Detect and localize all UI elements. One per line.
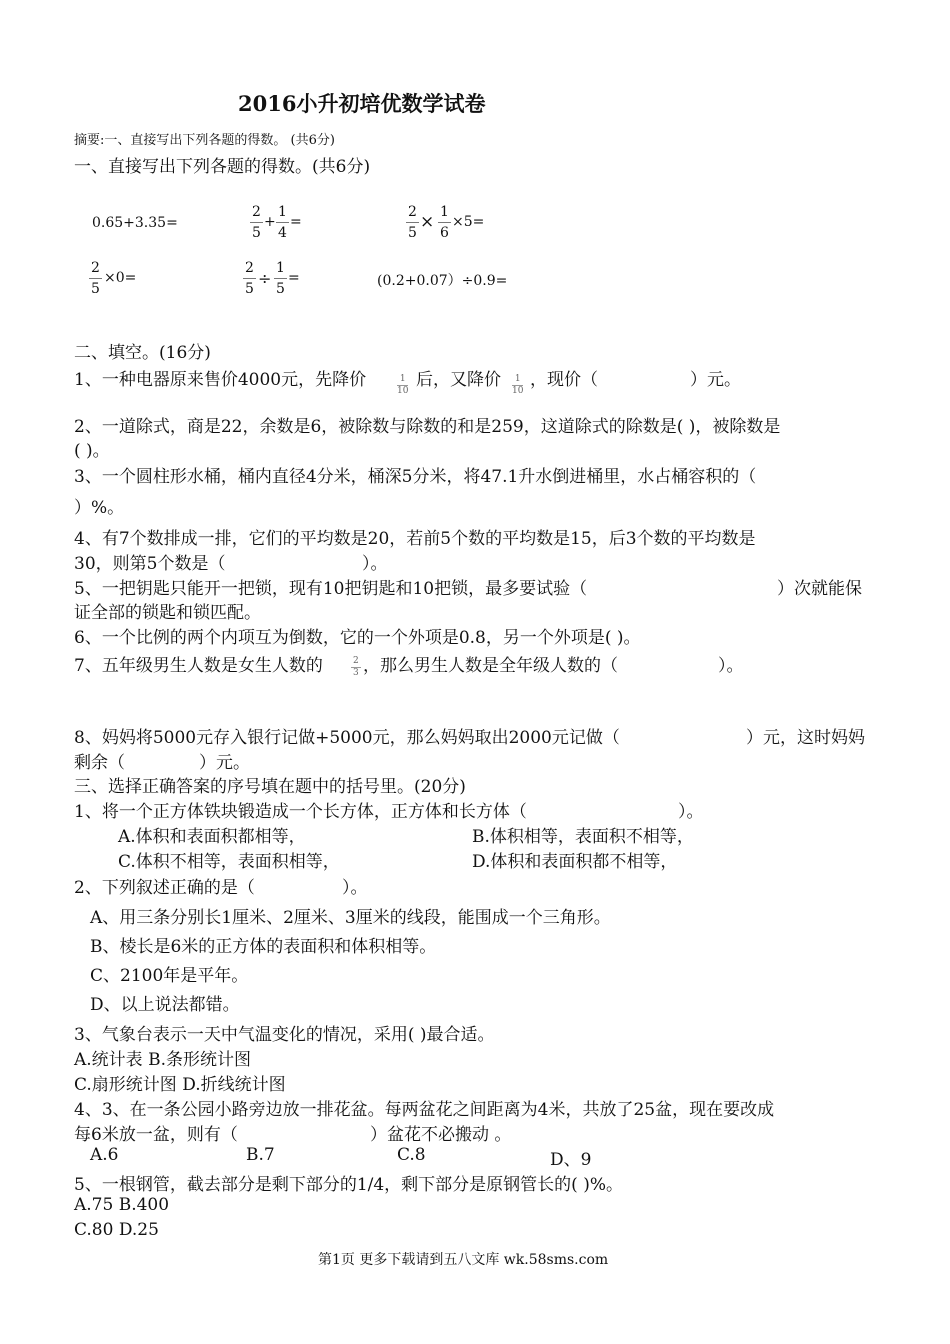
fraction: 2 5 <box>408 204 417 241</box>
option-3-1-c: C.体积不相等，表面积相等， <box>118 852 340 872</box>
option-3-1-a: A.体积和表面积都相等， <box>118 827 306 847</box>
question-2-3: 3、一个圆柱形水桶，桶内直径4分米，桶深5分米，将47.1升水倒进桶里，水占桶容积的（ <box>74 467 757 487</box>
option-3-4-d: D、9 <box>550 1150 592 1170</box>
option-3-1-d: D.体积和表面积都不相等， <box>472 852 678 872</box>
question-2-2: 2、一道除式，商是22，余数是6，被除数与除数的和是259，这道除式的除数是( )，被除数是 <box>74 417 781 437</box>
option-3-4-c: C.8 <box>397 1145 426 1165</box>
question-2-5: 5、一把钥匙只能开一把锁，现有10把钥匙和10把锁，最多要试验（ <box>74 579 588 599</box>
option-3-2-d: D、以上说法都错。 <box>90 995 240 1015</box>
expr-6: (0.2+0.07）÷0.9= <box>377 273 508 289</box>
question-2-4: 4、有7个数排成一排，它们的平均数是20，若前5个数的平均数是15，后3个数的平均数是 <box>74 529 756 549</box>
abstract: 摘要:一、直接写出下列各题的得数。 (共6分) <box>74 133 335 148</box>
fraction: 2 5 <box>91 260 100 297</box>
section-3-heading: 三、选择正确答案的序号填在题中的括号里。(20分) <box>74 777 466 797</box>
fraction: 2 5 <box>252 204 261 241</box>
question-2-6: 6、一个比例的两个内项互为倒数，它的一个外项是0.8，另一个外项是( )。 <box>74 628 641 648</box>
section-1-heading: 一、直接写出下列各题的得数。(共6分) <box>74 157 371 177</box>
option-3-4-a: A.6 <box>90 1145 119 1165</box>
question-3-4: 4、3、在一条公园小路旁边放一排花盆。每两盆花之间距离为4米，共放了25盆，现在要改成 <box>74 1100 775 1120</box>
option-3-2-a: A、用三条分别长1厘米、2厘米、3厘米的线段，能围成一个三角形。 <box>90 908 611 928</box>
question-2-8: 8、妈妈将5000元存入银行记做+5000元，那么妈妈取出2000元记做（ <box>74 728 620 748</box>
fraction: 1 4 <box>278 204 287 241</box>
fraction: 1 6 <box>440 204 449 241</box>
section-2-heading: 二、填空。(16分) <box>74 343 211 363</box>
option-3-5-cd: C.80 D.25 <box>74 1220 159 1240</box>
fraction: 1 10 <box>512 374 524 396</box>
option-3-2-c: C、2100年是平年。 <box>90 966 249 986</box>
option-3-2-b: B、棱长是6米的正方体的表面积和体积相等。 <box>90 937 437 957</box>
fraction: 2 3 <box>353 656 359 678</box>
fraction: 1 10 <box>397 374 409 396</box>
option-3-4-b: B.7 <box>246 1145 275 1165</box>
fraction: 1 5 <box>276 260 285 297</box>
question-3-2: 2、下列叙述正确的是（ <box>74 878 255 898</box>
option-3-3-cd: C.扇形统计图 D.折线统计图 <box>74 1075 286 1095</box>
question-3-1: 1、将一个正方体铁块锻造成一个长方体，正方体和长方体（ <box>74 802 527 822</box>
fraction: 2 5 <box>245 260 254 297</box>
option-3-5-ab: A.75 B.400 <box>74 1195 170 1215</box>
question-3-3: 3、气象台表示一天中气温变化的情况，采用( )最合适。 <box>74 1025 495 1045</box>
expr-1: 0.65+3.35= <box>92 215 178 231</box>
question-3-5: 5、一根钢管，截去部分是剩下部分的1/4，剩下部分是原钢管长的( )%。 <box>74 1175 623 1195</box>
option-3-3-ab: A.统计表 B.条形统计图 <box>74 1050 251 1070</box>
option-3-1-b: B.体积相等，表面积不相等， <box>472 827 694 847</box>
page-title: 2016小升初培优数学试卷 <box>238 91 486 116</box>
page-footer: 第1页 更多下载请到五八文库 wk.58sms.com <box>318 1252 609 1268</box>
